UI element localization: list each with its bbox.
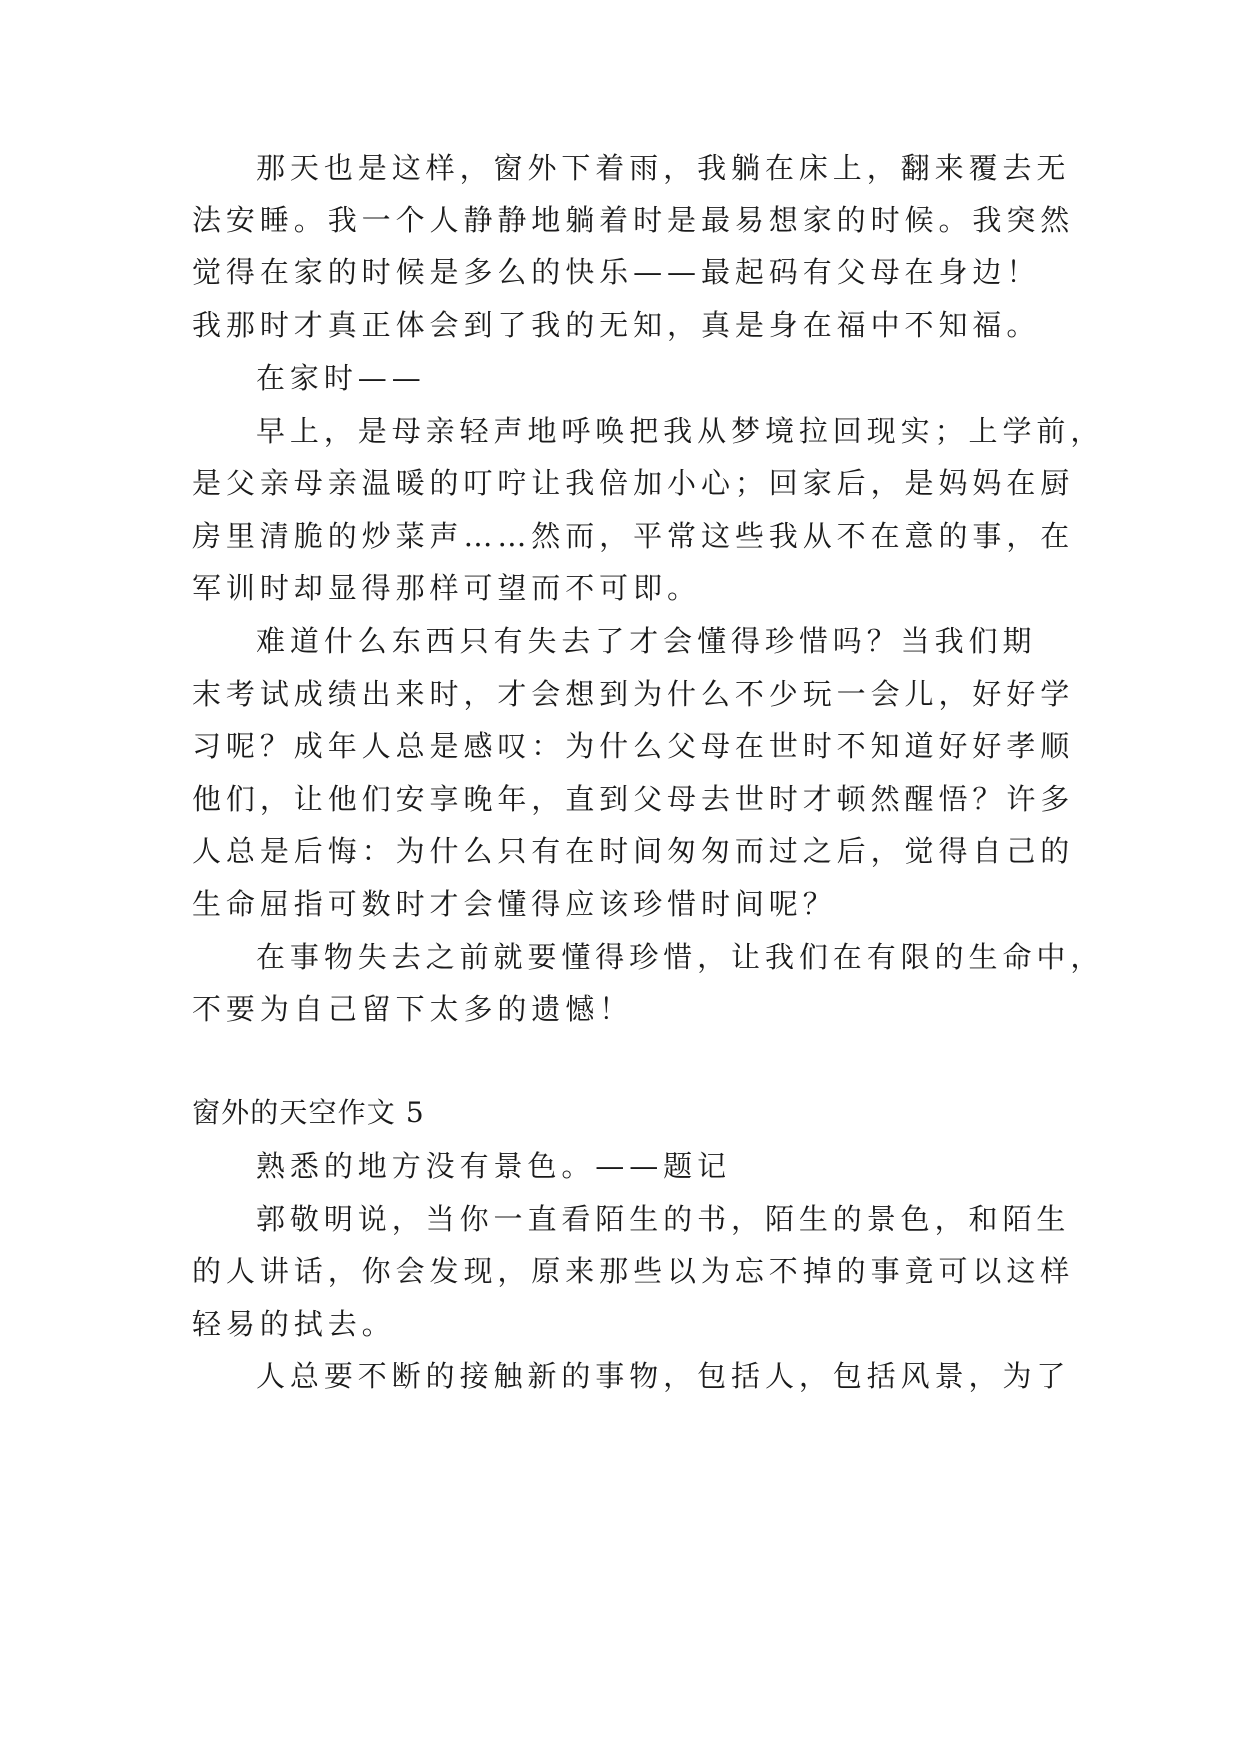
paragraph-line: 那天也是这样，窗外下着雨，我躺在床上，翻来覆去无 — [256, 151, 1071, 185]
paragraph-line: 觉得在家的时候是多么的快乐——最起码有父母在身边！ — [192, 255, 1041, 289]
paragraph-line: 在家时—— — [256, 361, 426, 395]
paragraph-line: 他们，让他们安享晚年，直到父母去世时才顿然醒悟？许多 — [192, 782, 1075, 816]
paragraph-line: 军训时却显得那样可望而不可即。 — [192, 571, 701, 605]
paragraph-line: 房里清脆的炒菜声……然而，平常这些我从不在意的事，在 — [192, 519, 1075, 553]
section-title: 窗外的天空作文 5 — [192, 1096, 425, 1129]
paragraph-line: 末考试成绩出来时，才会想到为什么不少玩一会儿，好好学 — [192, 677, 1075, 711]
paragraph-line: 法安睡。我一个人静静地躺着时是最易想家的时候。我突然 — [192, 203, 1075, 237]
paragraph-line: 郭敬明说，当你一直看陌生的书，陌生的景色，和陌生 — [256, 1202, 1071, 1236]
paragraph-line: 熟悉的地方没有景色。——题记 — [256, 1149, 732, 1183]
paragraph-line: 难道什么东西只有失去了才会懂得珍惜吗？当我们期 — [256, 624, 1037, 658]
paragraph-line: 习呢？成年人总是感叹：为什么父母在世时不知道好好孝顺 — [192, 729, 1075, 763]
paragraph-line: 不要为自己留下太多的遗憾！ — [192, 992, 634, 1026]
paragraph-line: 生命屈指可数时才会懂得应该珍惜时间呢？ — [192, 887, 837, 921]
paragraph-line: 人总要不断的接触新的事物，包括人，包括风景，为了 — [256, 1359, 1071, 1393]
paragraph-line: 是父亲母亲温暖的叮咛让我倍加小心；回家后，是妈妈在厨 — [192, 466, 1075, 500]
paragraph-line: 早上，是母亲轻声地呼唤把我从梦境拉回现实；上学前， — [256, 414, 1105, 448]
paragraph-line: 我那时才真正体会到了我的无知，真是身在福中不知福。 — [192, 308, 1041, 342]
paragraph-line: 的人讲话，你会发现，原来那些以为忘不掉的事竟可以这样 — [192, 1254, 1075, 1288]
paragraph-line: 在事物失去之前就要懂得珍惜，让我们在有限的生命中， — [256, 940, 1105, 974]
paragraph-line: 人总是后悔：为什么只有在时间匆匆而过之后，觉得自己的 — [192, 834, 1075, 868]
paragraph-line: 轻易的拭去。 — [192, 1307, 396, 1341]
